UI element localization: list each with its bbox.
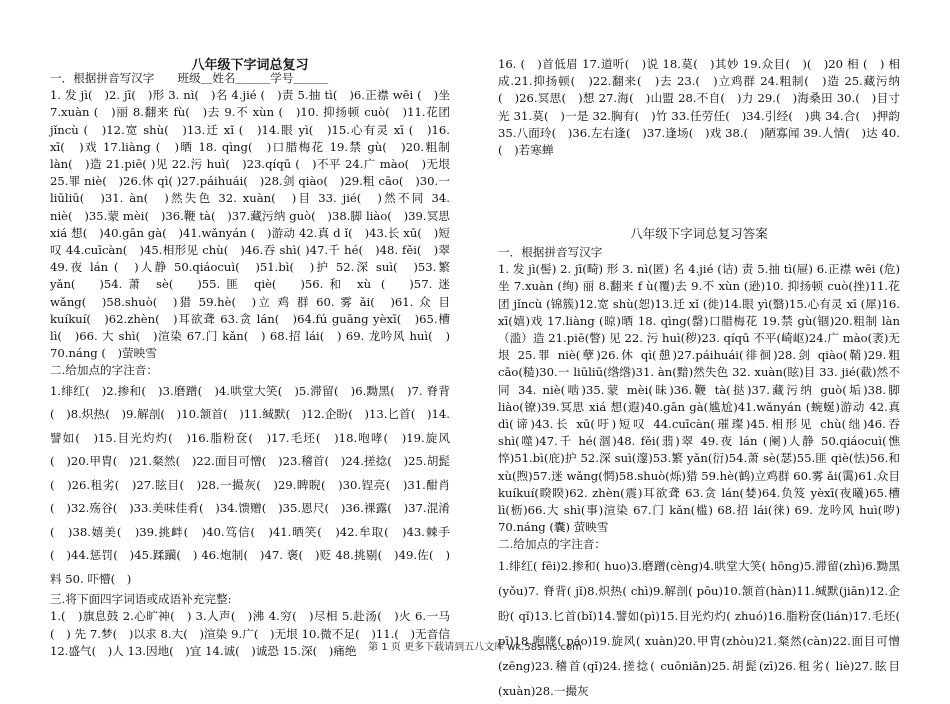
- answer-body: [498, 244, 900, 704]
- section1-text: 1. 发 jì( )2. jī( )形 3. nì( )名 4.jié ( )责 5.抽 tì( )6.正襟 wēi ( )坐 7.xuàn ( )丽 8.翻来 fù( )去 9.不 xùn ( )10. 抑扬顿 cuò( )11.花团 jǐncù ( )12.宽 shù( )13.迁 xǐ ( )14.眼 yì( )15.心有灵 xī ( )16. xī( )戏 17.liàng ( )晒 18. qìng( )口腊梅花 19.禁 gù( )20.粗制 làn( )造 21.piē( )见 22.污 huì( )23.qíqū ( )不平 24.广 mào( )无垠 25.罪 niè( )26.休 qì( )27.páihuái( )28.剑 qiào( )29.粗 cāo( )30.一 liūliū( )31. àn( )然失色 32. xuàn( )目 33. jié( )然不同 34. niè( )35.蒙 mèi( )36.鞭 tà( )37.藏污纳 guò( )38.脚 liào( )39.冥思 xiá 想( )40.gān gà( )41.wǎnyán ( )游动 42.真 d ǐ( )43.长 xū( )短叹 44.cuīcàn( )45.相形见 chù( )46.吞 shì( )47.千 hé( )48. fěi( )翠 49.夜 lán ( )人静 50.qiáocuì( )51.bì( )护 52.深 suì( )53.繁 yǎn( )54.萧 sè( )55.匪 qiè( )56.和 xù ( )57.迷 wǎng( )58.shuò( )猎 59.hè( )立 鸡 群 60. 雾 ǎi( )61. 众 目 kuíkuí( )62.zhèn( )耳欲聋 63.贪 lán( )64.fú guāng yèxī( )65.槽 lì( )66. ⼤ shì( )渲染 67.门 kǎn( ) 68.招 lái( ) 69. 龙吟风 huì( ) 70.náng ( )萤映雪: [50, 88, 450, 361]
- left-column: [50, 70, 450, 660]
- answer-section1-text: 1. 发 jì(髻) 2. jī(畸) 形 3. nì(匿) 名 4.jié (诘) 责 5.抽 tì(屉) 6.正襟 wēi (危) 坐 7.xuàn (绚) 丽 8.翻来 f ù(覆)去 9.不 xùn (逊)10. 抑扬顿 cuò(挫)11.花团 jǐncù (锦簇)12.宽 shù(恕)13.迁 xǐ (徙)14.眼 yì(翳)15.心有灵 xī (犀)16. xī(嬉)戏 17.liàng (晾)晒 18. qìng(罄)口腊梅花 19.禁 gù(锢)20.粗制 làn（滥）造 21.piē(瞥) 见 22. 污 huì(秽)23. qíqū 不平(崎岖)24.广 mào(袤)无垠 25.罪 niè(孽)26.休 qì(憩)27.páihuái(徘徊)28.剑 qiào(鞘)29.粗 cāo(糙)30.一 liūliū(绺绺)31. àn(黯)然失色 32. xuàn(眩)目 33. jié(截)然不同 34. niè(啮)35.蒙 mèi(昧)36.鞭 tà(挞)37.藏污纳 guò(垢)38.脚 liào(镣)39.冥思 xiá 想(遐)40.gān gà(尴尬)41.wǎnyán (蜿蜒)游动 42.真 dì(谛)43.长 xū(吁)短叹 44.cuīcàn(璀璨)45.相形见 chù(绌)46.吞 shì(噬)47.千 hé(涸)48. fěi(翡)翠 49.夜 lán (阑)人静 50.qiáocuì(憔悴)51.bì(庇)护 52.深 suì(邃)53.繁 yǎn(衍)54.萧 sè(瑟)55.匪 qiè(怯)56.和 xù(煦)57.迷 wǎng(惘)58.shuò(烁)猎 59.hè(鹤)立鸡群 60.雾 ǎi(霭)61.众目 kuíkuí(睽睽)62. zhèn(震)耳欲聋 63.贪 lán(婪)64.负笈 yèxī(夜曦)65.槽 lì(枥)66.大 shì(事)渲染 67.门 kǎn(槛) 68.招 lái(徕) 69. 龙吟风 huì(哕) 70.náng (囊) 萤映雪: [498, 262, 900, 535]
- section1-heading: 一．根据拼音写汉字 班级＿姓名＿＿＿学号＿＿＿: [50, 71, 329, 85]
- answer-section1-heading: 一．根据拼音写汉字: [498, 245, 603, 259]
- section3-text: 1.( )旗息鼓 2.心旷神( ) 3.人声( )沸 4.穷( )尽相 5.赴汤( )火 6.一马( ) 先 7.梦( )以求 8.大( )渲染 9.广( )无垠 10.微不足( )11.( )无音信 12.盛气( )人 13.因地( )宜 14.诚( )诚恐 15.深( )痛绝: [50, 609, 450, 658]
- worksheet-title: 八年级下字词总复习: [191, 58, 309, 73]
- section3-continued: 16. ( )首低眉 17.道听( )说 18.莫( )其妙 19.众目( )( )20 相 ( ) 相成.21.抑扬顿( )22.翻来( )去 23.( )立鸡群 24.粗制( )造 25.藏污纳( )26.冥思( )想 27.海( )山盟 28.不自( )力 29.( )海桑田 30.( )目寸光 31.莫( )一是 32.胸有( )竹 33.任劳任( )34.引经( )典 34.合( )押韵 35.八面玲( )36.左右逢( )37.逢场( )戏 38.( )陋寡闻 39.人情( )达 40.( )若寒蝉: [498, 57, 900, 158]
- right-column-top: [498, 56, 900, 159]
- section2-heading: 二.给加点的字注音：: [50, 363, 159, 378]
- section2-text: 1.绯红( )2.掺和( )3.磨蹭( )4.哄堂大笑( )5.滞留( )6.黝黑( )7. 脊背( )8.炽热( )9.解剖( )10.颔首( )11.缄默( )12.企盼( )13.匕首( )14.譬如( )15.目光灼灼( )16.脂粉奁( )17.毛坯( )18.咆哮( )19.旋风( )20.甲胄( )21.粲然( )22.面目可憎( )23.稽首( )24.搓捻( )25.胡髭( )26.租劣( )27.眩目( )28.一撮灰( )29.睥睨( )30.锃亮( )31.酣肖( )32.殇谷( )33.美味佳肴( )34.馈赠( )35.恩尺( )36.裸露( )37.混淆( )38.嬉美( )39.挑衅( )40.笃信( )41.晒笑( )42.牟取( )43.棘手( )44.惩罚( )45.蹂躏( ) 46.炮制( )47. 褒( )贬 48.挑剔( )49.佐( ) 料 50. 吓懵( ): [50, 383, 450, 586]
- answer-section2-text: 1.绯红( fēi)2.掺和( huo)3.磨蹭(cèng)4.哄堂大笑( hōng)5.滞留(zhì)6.黝黑(yǒu)7. 脊背( jǐ)8.炽热( chì)9.解剖( pōu)10.颔首(hàn)11.缄默(jiān)12.企盼( qǐ)13.匕首(bǐ)14.譬如(pì)15.目光灼灼( zhuó)16.脂粉奁(lián)17.毛坯( pī)18.咆哮( páo)19.旋风( xuàn)20.甲胄(zhòu)21.粲然(càn)22.面目可憎(zēng)23.稽首(qǐ)24.搓捻( cuōniǎn)25.胡髭(zī)26.租劣( liè)27.眩目(xuàn)28.一撮灰: [498, 558, 900, 698]
- answer-title: 八年级下字词总复习答案: [630, 226, 768, 241]
- page-footer: 第 1 页 更多下载请到五八文库 wk.58sms.com: [368, 642, 582, 653]
- section3-heading: 三.将下面四字词语或成语补充完整:: [50, 592, 232, 607]
- answer-section2-heading: 二.给加点的字注音：: [498, 537, 607, 552]
